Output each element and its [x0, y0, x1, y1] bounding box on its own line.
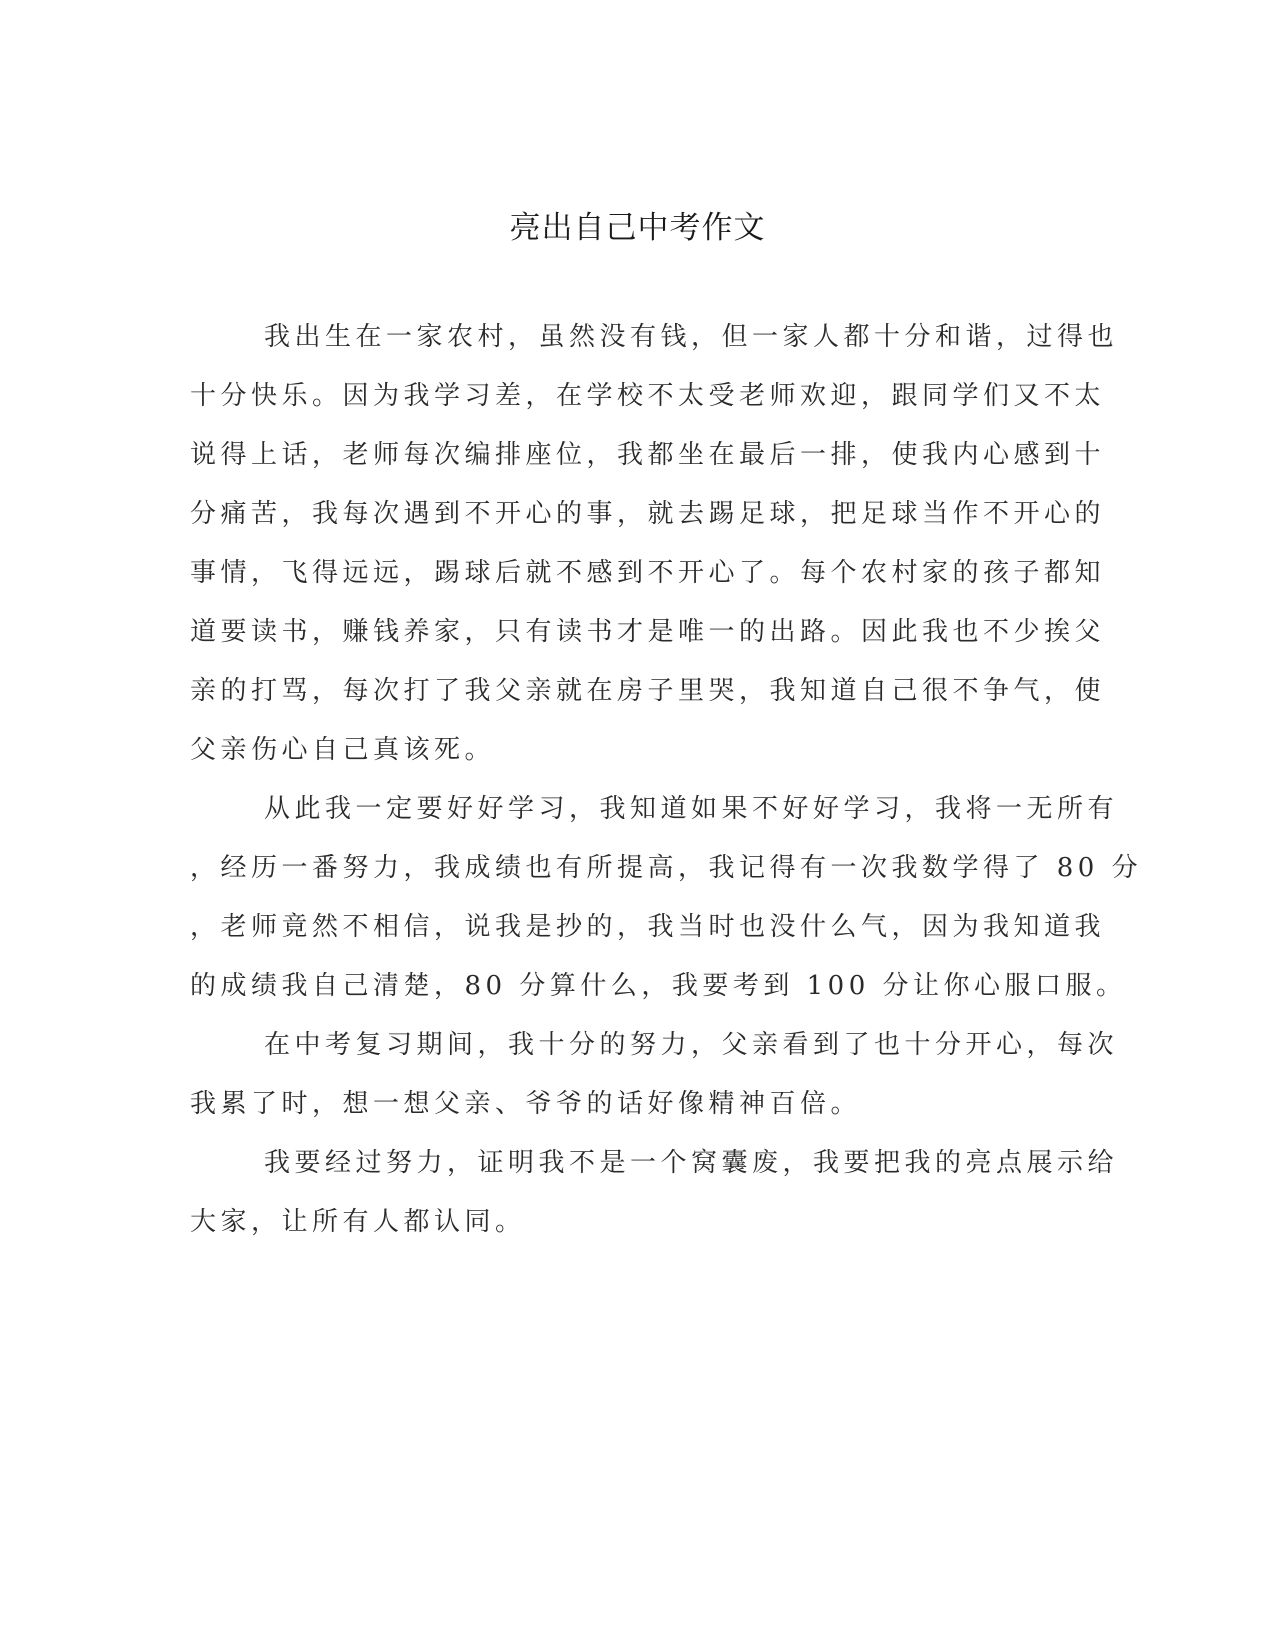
paragraph-1-line-2: 十分快乐。因为我学习差，在学校不太受老师欢迎，跟同学们又不太 — [190, 381, 1106, 411]
paragraph-1-line-7: 亲的打骂，每次打了我父亲就在房子里哭，我知道自己很不争气，使 — [190, 676, 1106, 706]
paragraph-1-line-3: 说得上话，老师每次编排座位，我都坐在最后一排，使我内心感到十 — [190, 440, 1106, 470]
paragraph-1-line-1: 我出生在一家农村，虽然没有钱，但一家人都十分和谐，过得也 — [264, 322, 1119, 352]
paragraph-1-line-5: 事情，飞得远远，踢球后就不感到不开心了。每个农村家的孩子都知 — [190, 558, 1106, 588]
document-title: 亮出自己中考作文 — [509, 210, 766, 246]
paragraph-2-line-2: ，经历一番努力，我成绩也有所提高，我记得有一次我数学得了 80 分 — [190, 853, 1143, 883]
paragraph-4-line-2: 大家，让所有人都认同。 — [190, 1207, 526, 1237]
paragraph-3-line-2: 我累了时，想一想父亲、爷爷的话好像精神百倍。 — [190, 1089, 862, 1119]
paragraph-1-line-6: 道要读书，赚钱养家，只有读书才是唯一的出路。因此我也不少挨父 — [190, 617, 1106, 647]
paragraph-2-line-4: 的成绩我自己清楚，80 分算什么，我要考到 100 分让你心服口服。 — [190, 971, 1127, 1001]
paragraph-2-line-1: 从此我一定要好好学习，我知道如果不好好学习，我将一无所有 — [264, 794, 1119, 824]
paragraph-4-line-1: 我要经过努力，证明我不是一个窝囊废，我要把我的亮点展示给 — [264, 1148, 1119, 1178]
paragraph-1-line-8: 父亲伤心自己真该死。 — [190, 735, 496, 765]
paragraph-2-line-3: ，老师竟然不相信，说我是抄的，我当时也没什么气，因为我知道我 — [190, 912, 1106, 942]
paragraph-1-line-4: 分痛苦，我每次遇到不开心的事，就去踢足球，把足球当作不开心的 — [190, 499, 1106, 529]
paragraph-3-line-1: 在中考复习期间，我十分的努力，父亲看到了也十分开心，每次 — [264, 1030, 1119, 1060]
